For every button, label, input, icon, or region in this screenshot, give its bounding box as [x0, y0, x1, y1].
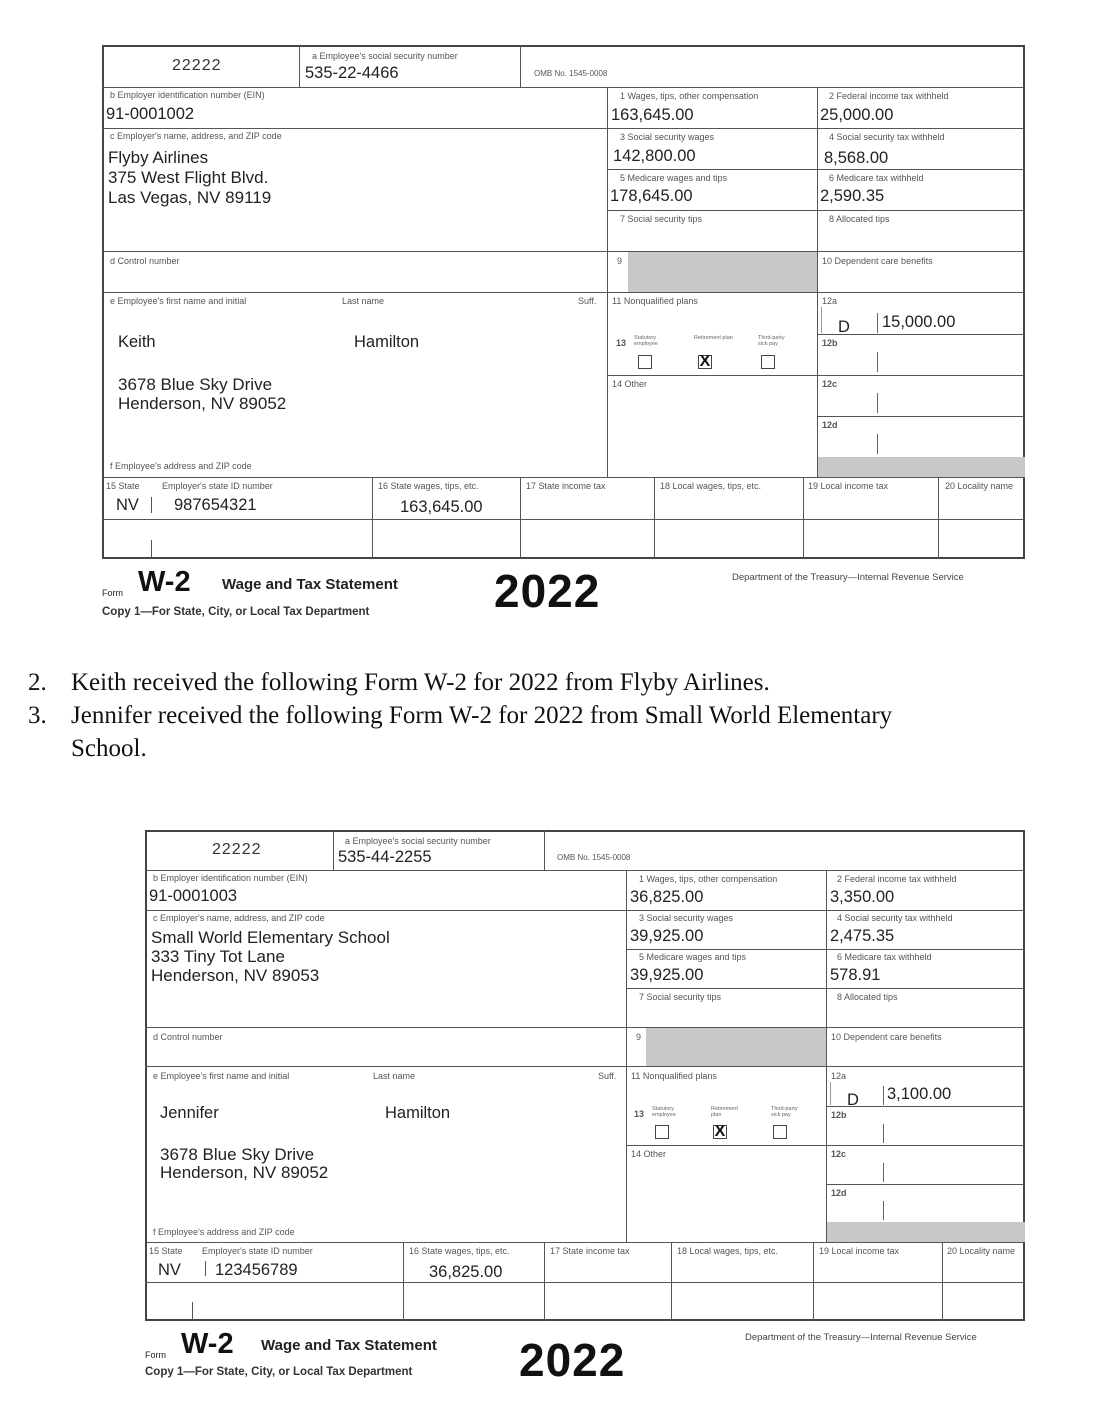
state-id-label: Employer's state ID number — [162, 481, 273, 491]
box12d-label: 12d — [831, 1188, 847, 1198]
box9-shade — [628, 252, 817, 292]
employer-label: c Employer's name, address, and ZIP code — [153, 913, 325, 923]
box8-label: 8 Allocated tips — [829, 214, 890, 224]
employee-street: 3678 Blue Sky Drive — [160, 1145, 315, 1164]
employer-name: Flyby Airlines — [108, 148, 209, 167]
box6-value: 578.91 — [830, 966, 881, 984]
box20-label: 20 Locality name — [945, 481, 1014, 491]
box12a-amount: 15,000.00 — [882, 313, 956, 331]
box3-value: 39,925.00 — [630, 927, 704, 945]
box3-label: 3 Social security wages — [639, 913, 734, 923]
employee-first-label: e Employee's first name and initial — [110, 296, 247, 306]
box3-label: 3 Social security wages — [620, 132, 715, 142]
box9-label: 9 — [617, 256, 623, 266]
retirement-checkbox: X — [699, 353, 711, 370]
box12a-code: D — [847, 1091, 859, 1109]
box11-label: 11 Nonqualified plans — [612, 296, 698, 306]
box15-label: 15 State — [149, 1246, 183, 1256]
ssn-label: a Employee's social security number — [345, 836, 491, 846]
thirdparty-checkbox — [761, 355, 775, 369]
box17-label: 17 State income tax — [550, 1246, 630, 1256]
box5-label: 5 Medicare wages and tips — [620, 173, 728, 183]
box16-label: 16 State wages, tips, etc. — [409, 1246, 510, 1256]
employer-street: 375 West Flight Blvd. — [108, 168, 269, 187]
box19-label: 19 Local income tax — [808, 481, 889, 491]
thirdparty-label: Third-party sick pay — [758, 335, 785, 347]
employee-last: Hamilton — [385, 1104, 451, 1122]
statutory-label: Statutory employee — [652, 1106, 676, 1118]
box17-label: 17 State income tax — [526, 481, 606, 491]
box12a-code: D — [838, 318, 850, 336]
employee-first: Keith — [118, 333, 156, 351]
box5-label: 5 Medicare wages and tips — [639, 952, 747, 962]
box9-shade — [646, 1028, 826, 1066]
employee-first-label: e Employee's first name and initial — [153, 1071, 290, 1081]
ein-label: b Employer identification number (EIN) — [110, 90, 265, 100]
box4-label: 4 Social security tax withheld — [837, 913, 953, 923]
form-word: Form — [102, 588, 123, 598]
tax-year: 2022 — [519, 1334, 626, 1386]
statutory-checkbox — [638, 355, 652, 369]
box6-value: 2,590.35 — [820, 187, 885, 205]
paragraph-text-cont: School. — [71, 735, 147, 762]
paragraph-3 — [28, 699, 1088, 767]
box10-label: 10 Dependent care benefits — [831, 1032, 942, 1042]
box5-value: 178,645.00 — [610, 187, 693, 205]
box14-label: 14 Other — [631, 1149, 667, 1159]
box12-shade — [818, 457, 1025, 477]
employee-first: Jennifer — [160, 1104, 219, 1122]
box7-label: 7 Social security tips — [639, 992, 722, 1002]
control-number-label: d Control number — [110, 256, 180, 266]
box1-label: 1 Wages, tips, other compensation — [620, 91, 759, 101]
employer-city: Las Vegas, NV 89119 — [108, 188, 272, 207]
state-id-value: 987654321 — [174, 496, 257, 514]
box12c-label: 12c — [831, 1149, 847, 1159]
form-word: Form — [145, 1350, 166, 1360]
w2-form-keith — [102, 45, 1025, 627]
box12a-label: 12a — [831, 1071, 847, 1081]
box4-label: 4 Social security tax withheld — [829, 132, 945, 142]
paragraph-text: Keith received the following Form W-2 for 2022 from Flyby Airlines. — [71, 669, 770, 696]
state-id-value: 123456789 — [215, 1261, 298, 1279]
state-value: NV — [158, 1261, 181, 1279]
box4-value: 2,475.35 — [830, 927, 895, 945]
employee-last: Hamilton — [354, 333, 420, 351]
box7-label: 7 Social security tips — [620, 214, 703, 224]
state-value: NV — [116, 496, 139, 514]
box6-label: 6 Medicare tax withheld — [829, 173, 924, 183]
ein-value: 91-0001002 — [106, 105, 195, 123]
form-title: Wage and Tax Statement — [261, 1337, 437, 1354]
ein-label: b Employer identification number (EIN) — [153, 873, 308, 883]
box16-value: 36,825.00 — [429, 1263, 503, 1281]
box13-label: 13 — [616, 338, 627, 348]
box12c-label: 12c — [822, 379, 838, 389]
box8-label: 8 Allocated tips — [837, 992, 898, 1002]
paragraph-number: 2. — [28, 669, 47, 696]
retirement-checkbox: X — [714, 1123, 726, 1140]
box2-label: 2 Federal income tax withheld — [837, 874, 957, 884]
box4-value: 8,568.00 — [824, 149, 889, 167]
box14-label: 14 Other — [612, 379, 648, 389]
box10-label: 10 Dependent care benefits — [822, 256, 933, 266]
box1-label: 1 Wages, tips, other compensation — [639, 874, 778, 884]
thirdparty-label: Third-party sick pay — [771, 1106, 798, 1118]
employee-city: Henderson, NV 89052 — [160, 1163, 329, 1182]
box12a-label: 12a — [822, 296, 838, 306]
control-code: 22222 — [172, 57, 222, 74]
dept-label: Department of the Treasury—Internal Revenue Service — [732, 572, 964, 583]
form-title: Wage and Tax Statement — [222, 576, 398, 593]
copy-label: Copy 1—For State, City, or Local Tax Department — [145, 1366, 413, 1378]
box2-value: 3,350.00 — [830, 888, 895, 906]
employer-label: c Employer's name, address, and ZIP code — [110, 131, 282, 141]
tax-year: 2022 — [494, 565, 601, 617]
retirement-label: Retirement plan — [711, 1106, 738, 1118]
box16-value: 163,645.00 — [400, 498, 483, 516]
employee-last-label: Last name — [373, 1071, 416, 1081]
box3-value: 142,800.00 — [613, 147, 696, 165]
ssn-value: 535-22-4466 — [305, 64, 399, 82]
box20-label: 20 Locality name — [947, 1246, 1016, 1256]
paragraph-text: Jennifer received the following Form W-2 for 2022 from Small World Elementary — [71, 702, 893, 729]
form-name: W-2 — [138, 566, 191, 598]
suff-label: Suff. — [578, 296, 597, 306]
box1-value: 36,825.00 — [630, 888, 704, 906]
box12-shade — [827, 1222, 1025, 1242]
employee-street: 3678 Blue Sky Drive — [118, 375, 273, 394]
box12b-label: 12b — [831, 1110, 847, 1120]
employer-name: Small World Elementary School — [151, 928, 390, 947]
employee-address-label: f Employee's address and ZIP code — [153, 1227, 295, 1237]
employee-last-label: Last name — [342, 296, 385, 306]
box5-value: 39,925.00 — [630, 966, 704, 984]
dept-label: Department of the Treasury—Internal Revenue Service — [745, 1332, 977, 1343]
thirdparty-checkbox — [773, 1125, 787, 1139]
paragraph-2 — [28, 666, 1088, 700]
box18-label: 18 Local wages, tips, etc. — [677, 1246, 779, 1256]
box2-label: 2 Federal income tax withheld — [829, 91, 949, 101]
omb-label: OMB No. 1545-0008 — [534, 69, 608, 78]
box2-value: 25,000.00 — [820, 106, 894, 124]
box16-label: 16 State wages, tips, etc. — [378, 481, 479, 491]
box12b-label: 12b — [822, 338, 838, 348]
box1-value: 163,645.00 — [611, 106, 694, 124]
ssn-value: 535-44-2255 — [338, 848, 432, 866]
box18-label: 18 Local wages, tips, etc. — [660, 481, 762, 491]
employee-city: Henderson, NV 89052 — [118, 394, 287, 413]
w2-form-jennifer — [145, 830, 1025, 1390]
employer-street: 333 Tiny Tot Lane — [151, 947, 285, 966]
state-id-label: Employer's state ID number — [202, 1246, 313, 1256]
omb-label: OMB No. 1545-0008 — [557, 853, 631, 862]
form-name: W-2 — [181, 1328, 234, 1360]
ein-value: 91-0001003 — [149, 887, 238, 905]
box12d-label: 12d — [822, 420, 838, 430]
box15-label: 15 State — [106, 481, 140, 491]
paragraph-number: 3. — [28, 702, 47, 729]
suff-label: Suff. — [598, 1071, 617, 1081]
retirement-label: Retirement plan — [694, 335, 733, 341]
box19-label: 19 Local income tax — [819, 1246, 900, 1256]
control-code: 22222 — [212, 841, 262, 858]
box13-label: 13 — [634, 1109, 645, 1119]
statutory-label: Statutory employee — [634, 335, 658, 347]
employee-address-label: f Employee's address and ZIP code — [110, 461, 252, 471]
box11-label: 11 Nonqualified plans — [631, 1071, 717, 1081]
ssn-label: a Employee's social security number — [312, 51, 458, 61]
copy-label: Copy 1—For State, City, or Local Tax Department — [102, 606, 370, 618]
statutory-checkbox — [655, 1125, 669, 1139]
control-number-label: d Control number — [153, 1032, 223, 1042]
employer-city: Henderson, NV 89053 — [151, 966, 320, 985]
box12a-amount: 3,100.00 — [887, 1085, 952, 1103]
box9-label: 9 — [636, 1032, 642, 1042]
box6-label: 6 Medicare tax withheld — [837, 952, 932, 962]
